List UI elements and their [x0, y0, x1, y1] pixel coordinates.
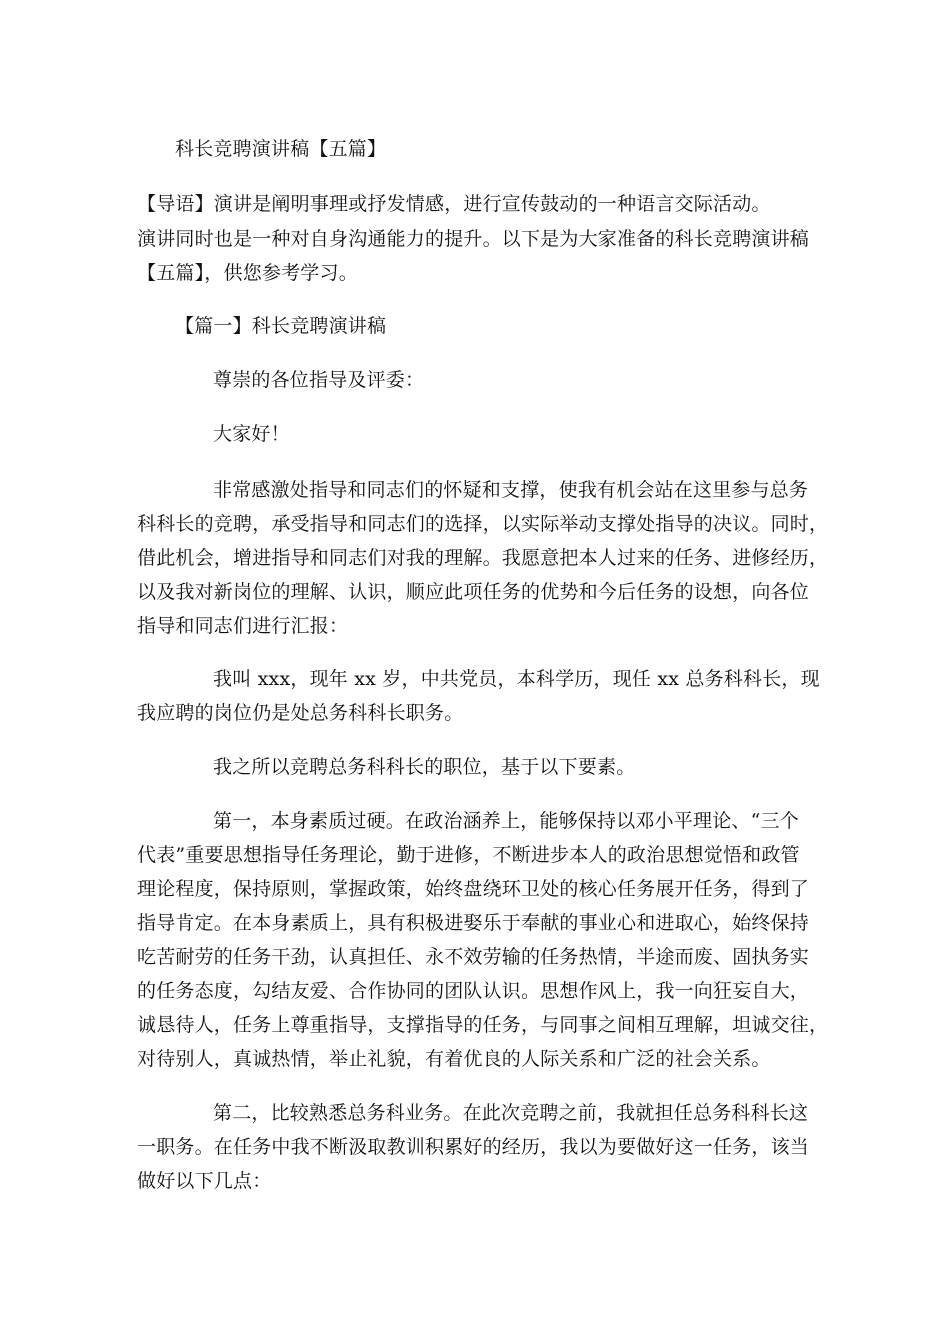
para4-line-1: 第一，本身素质过硬。在政治涵养上，能够保持以邓小平理论、“三个 [213, 810, 799, 832]
para1-line-3: 借此机会，增进指导和同志们对我的理解。我愿意把本人过来的任务、进修经历， [137, 547, 829, 569]
intro-line-1: 【导语】演讲是阐明事理或抒发情感，进行宣传鼓动的一种语言交际活动。 [137, 193, 771, 215]
para3-line-1: 我之所以竞聘总务科科长的职位，基于以下要素。 [213, 756, 636, 778]
para5-line-3: 做好以下几点： [137, 1170, 272, 1192]
para1-line-5: 指导和同志们进行汇报： [137, 615, 349, 637]
para1-line-4: 以及我对新岗位的理解、认识，顺应此项任务的优势和今后任务的设想，向各位 [137, 581, 810, 603]
para1-line-1: 非常感激处指导和同志们的怀疑和支撑，使我有机会站在这里参与总务 [213, 479, 809, 501]
intro-line-3: 【五篇】，供您参考学习。 [137, 262, 358, 284]
para5-line-1: 第二，比较熟悉总务科业务。在此次竞聘之前，我就担任总务科科长这 [213, 1102, 809, 1124]
para1-line-2: 科科长的竞聘，承受指导和同志们的选择，以实际举动支撑处指导的决议。同时， [137, 513, 829, 535]
intro-line-2: 演讲同时也是一种对自身沟通能力的提升。以下是为大家准备的科长竞聘演讲稿 [137, 228, 810, 250]
para4-line-2: 代表”重要思想指导任务理论，勤于进修，不断进步本人的政治思想觉悟和政管 [137, 844, 800, 866]
para5-line-2: 一职务。在任务中我不断汲取教训积累好的经历，我以为要做好这一任务，该当 [137, 1136, 810, 1158]
greeting: 大家好！ [213, 423, 290, 445]
para4-line-8: 对待别人，真诚热情，举止礼貌，有着优良的人际关系和广泛的社会关系。 [137, 1048, 771, 1070]
document-title: 科长竞聘演讲稿【五篇】 [175, 138, 387, 160]
para4-line-4: 指导肯定。在本身素质上，具有积极进娶乐于奉献的事业心和进取心，始终保持 [137, 912, 810, 934]
salutation: 尊崇的各位指导及评委： [213, 369, 425, 391]
para4-line-3: 理论程度，保持原则，掌握政策，始终盘绕环卫处的核心任务展开任务，得到了 [137, 878, 810, 900]
section-heading: 【篇一】科长竞聘演讲稿 [175, 315, 387, 337]
para2-line-2: 我应聘的岗位仍是处总务科科长职务。 [137, 702, 464, 724]
para4-line-6: 的任务态度，勾结友爱、合作协同的团队认识。思想作风上，我一向狂妄自大， [137, 980, 810, 1002]
para4-line-7: 诚恳待人，任务上尊重指导，支撑指导的任务，与同事之间相互理解，坦诚交往， [137, 1014, 829, 1036]
para2-line-1: 我叫 xxx，现年 xx 岁，中共党员，本科学历，现任 xx 总务科科长，现 [213, 668, 820, 690]
para4-line-5: 吃苦耐劳的任务干劲，认真担任、永不效劳输的任务热情，半途而废、固执务实 [137, 946, 810, 968]
